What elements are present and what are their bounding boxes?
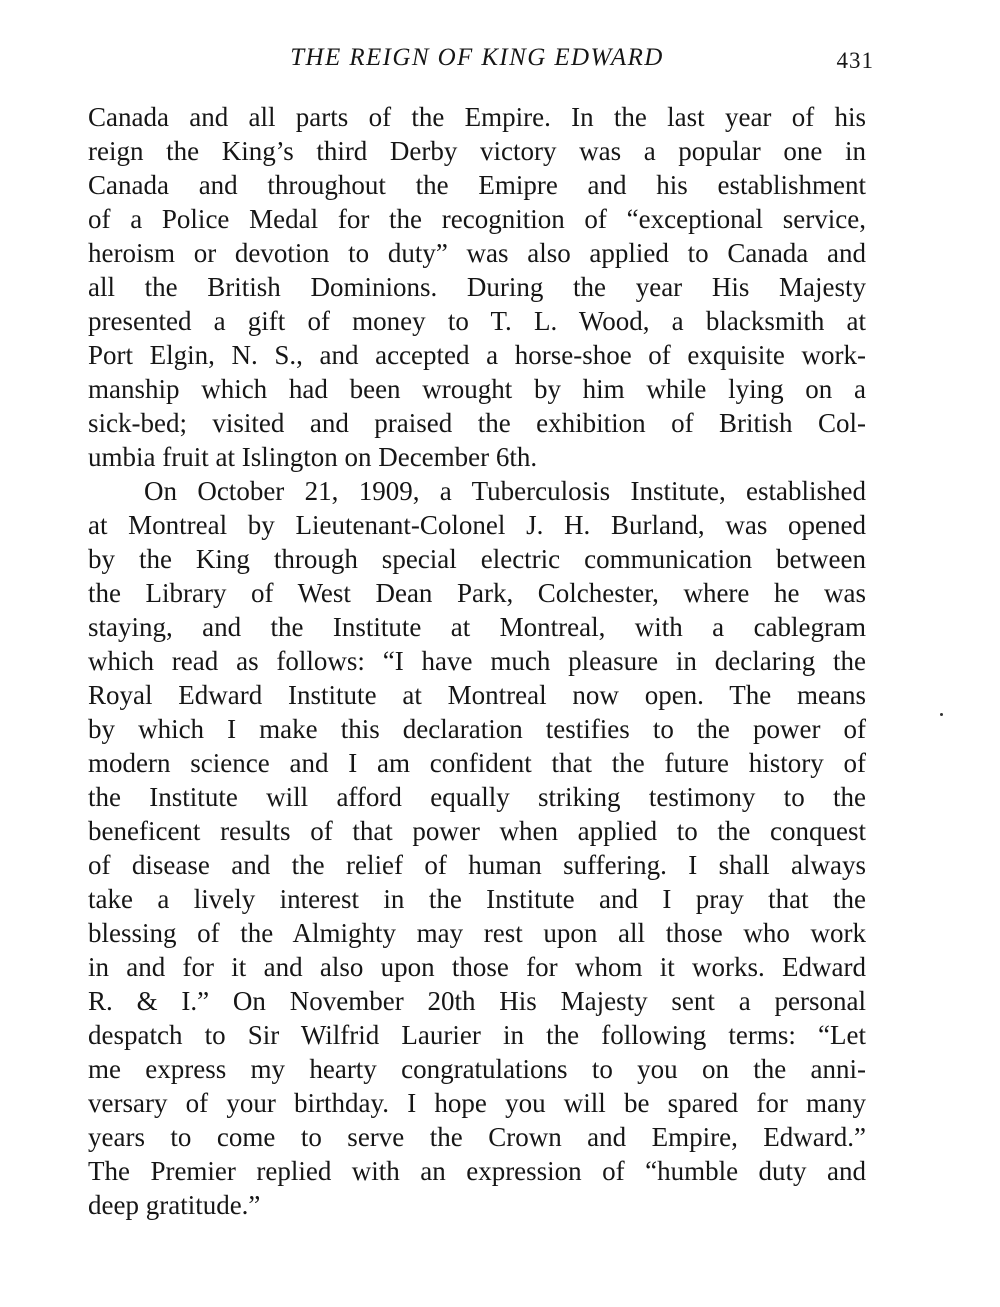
paragraph-2: [88, 474, 866, 1222]
text-line: deep gratitude.”: [88, 1190, 261, 1220]
text-line: me express my hearty congratulations to you on the anni-: [88, 1054, 866, 1084]
text-line: umbia fruit at Islington on December 6th.: [88, 442, 538, 472]
text-line: the Library of West Dean Park, Colchester, where he was: [88, 578, 866, 608]
text-line: sick-bed; visited and praised the exhibition of British Col-: [88, 408, 866, 438]
paragraph-1: [88, 100, 866, 474]
page-number: 431: [836, 48, 874, 73]
text-line: versary of your birthday. I hope you will be spared for many: [88, 1088, 866, 1118]
text-line: R. & I.” On November 20th His Majesty sent a personal: [88, 986, 866, 1016]
text-line: by the King through special electric communication between: [88, 544, 866, 574]
text-line: of a Police Medal for the recognition of “exceptional service,: [88, 204, 866, 234]
text-line: manship which had been wrought by him while lying on a: [88, 374, 866, 404]
ink-speck: [940, 713, 943, 716]
text-line: Royal Edward Institute at Montreal now open. The means: [88, 680, 866, 710]
text-line: modern science and I am confident that the future history of: [88, 748, 866, 778]
text-line: reign the King’s third Derby victory was a popular one in: [88, 136, 866, 166]
text-line: beneficent results of that power when applied to the conquest: [88, 816, 866, 846]
text-line: staying, and the Institute at Montreal, with a cablegram: [88, 612, 866, 642]
text-line: Canada and throughout the Emipre and his establishment: [88, 170, 866, 200]
text-line: the Institute will afford equally striking testimony to the: [88, 782, 866, 812]
text-line: at Montreal by Lieutenant-Colonel J. H. Burland, was opened: [88, 510, 866, 540]
text-line: by which I make this declaration testifies to the power of: [88, 714, 866, 744]
text-line: take a lively interest in the Institute and I pray that the: [88, 884, 866, 914]
text-line: Canada and all parts of the Empire. In the last year of his: [88, 102, 866, 132]
text-line: On October 21, 1909, a Tuberculosis Institute, established: [144, 476, 866, 506]
text-line: heroism or devotion to duty” was also applied to Canada and: [88, 238, 866, 268]
text-line: The Premier replied with an expression of “humble duty and: [88, 1156, 866, 1186]
text-line: years to come to serve the Crown and Empire, Edward.”: [88, 1122, 866, 1152]
text-line: all the British Dominions. During the year His Majesty: [88, 272, 866, 302]
text-line: despatch to Sir Wilfrid Laurier in the following terms: “Let: [88, 1020, 866, 1050]
running-head: [88, 44, 874, 84]
text-line: Port Elgin, N. S., and accepted a horse-shoe of exquisite work-: [88, 340, 866, 370]
body-text: [88, 100, 866, 1222]
running-title: THE REIGN OF KING EDWARD: [290, 44, 664, 71]
text-line: which read as follows: “I have much pleasure in declaring the: [88, 646, 866, 676]
text-line: of disease and the relief of human suffering. I shall always: [88, 850, 866, 880]
text-line: blessing of the Almighty may rest upon all those who work: [88, 918, 866, 948]
text-line: in and for it and also upon those for whom it works. Edward: [88, 952, 866, 982]
text-line: presented a gift of money to T. L. Wood, a blacksmith at: [88, 306, 866, 336]
